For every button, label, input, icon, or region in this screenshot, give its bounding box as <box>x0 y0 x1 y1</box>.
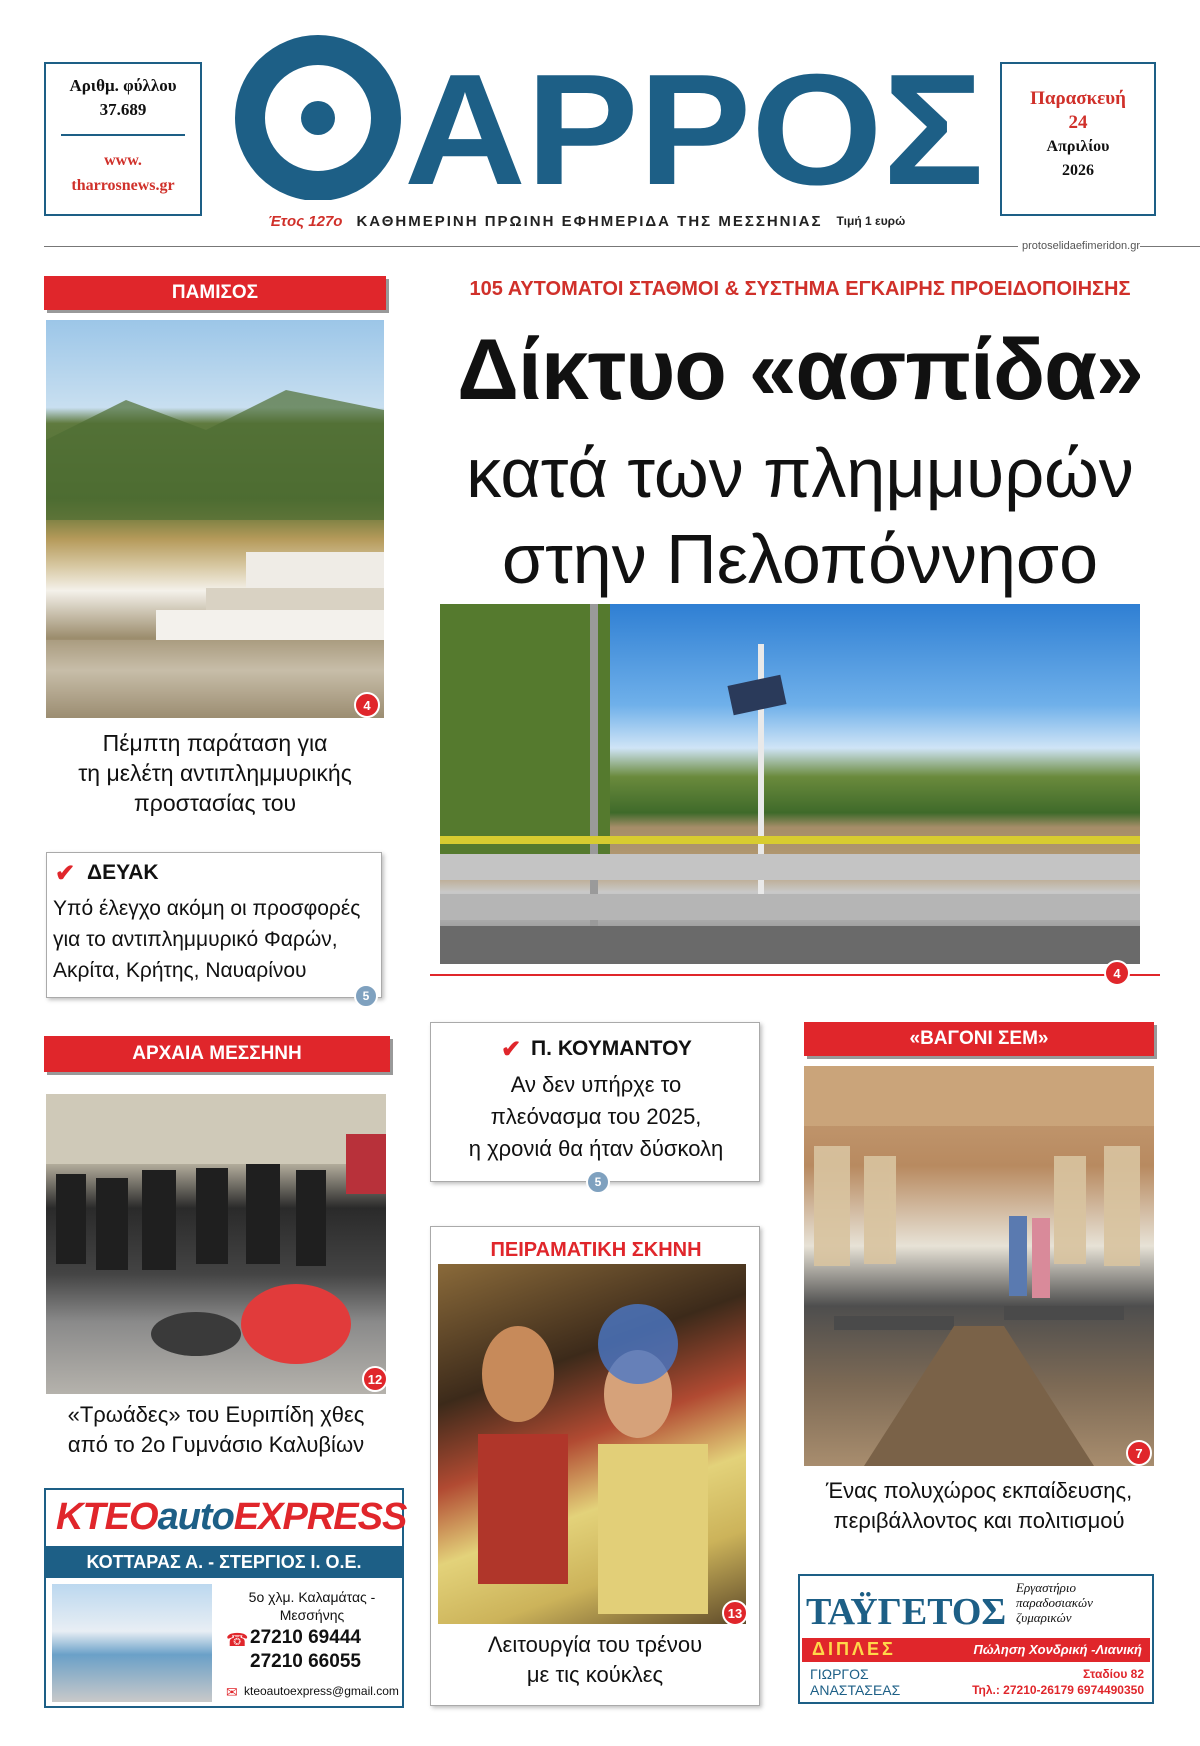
wagon-interior-photo[interactable] <box>804 1066 1154 1466</box>
page-badge[interactable]: 12 <box>362 1366 388 1392</box>
ad-sales: Πώληση Χονδρική -Λιανική <box>973 1642 1142 1657</box>
tagline: ΚΑΘΗΜΕΡΙΝΗ ΠΡΩΙΝΗ ΕΦΗΜΕΡΙΔΑ ΤΗΣ ΜΕΣΣΗΝΙΑΣ <box>356 212 823 230</box>
messini-caption[interactable] <box>40 1400 392 1460</box>
date-number: 24 <box>1068 112 1088 133</box>
note-line: Υπό έλεγχο ακόμη οι προσφορές <box>53 897 361 920</box>
puppets-photo[interactable] <box>438 1264 746 1624</box>
desc-line: Εργαστήριο <box>1016 1580 1076 1595</box>
date-month: Απριλίου <box>1046 138 1110 155</box>
caption-line: Πέμπτη παράταση για <box>102 730 328 756</box>
date-year: 2026 <box>1062 162 1094 179</box>
note-line: Ακρίτα, Κρήτης, Ναυαρίνου <box>53 959 307 982</box>
deyak-note[interactable] <box>46 852 382 998</box>
ad-brand: ΤΑΫΓΕΤΟΣ <box>806 1591 1007 1633</box>
caption-line: Λειτουργία του τρένου <box>487 1632 703 1657</box>
caption-line: προστασίας του <box>133 790 297 816</box>
lead-kicker: 105 ΑΥΤΟΜΑΤΟΙ ΣΤΑΘΜΟΙ & ΣΥΣΤΗΜΑ ΕΓΚΑΙΡΗΣ ΠΡΟΕΙΔΟΠΟΙΗΣΗΣ <box>469 278 1131 300</box>
brand-part: KTEO <box>56 1496 158 1538</box>
page-badge[interactable]: 13 <box>722 1600 748 1626</box>
brand-part: auto <box>157 1496 234 1538</box>
subheadline-line: στην Πελοπόννησο <box>501 520 1099 598</box>
issue-label: Αριθμ. φύλλου <box>69 76 177 95</box>
river-station-photo[interactable] <box>440 604 1140 964</box>
note-title: ΔΕΥΑΚ <box>87 861 159 884</box>
phone-icon: ☎ <box>226 1630 249 1650</box>
note-line: πλεόνασμα του 2025, <box>490 1104 702 1129</box>
address-line: 5ο χλμ. Καλαμάτας - <box>248 1589 376 1605</box>
email-icon: ✉ <box>226 1684 238 1700</box>
caption-line: «Τρωάδες» του Ευριπίδη χθες <box>67 1402 365 1427</box>
theatre-performance-photo[interactable] <box>46 1094 386 1394</box>
ad-phones <box>250 1626 361 1674</box>
ad-product: ΔΙΠΛΕΣ <box>812 1639 896 1659</box>
koumantou-note[interactable] <box>430 1022 760 1182</box>
page-badge[interactable]: 4 <box>1104 960 1130 986</box>
note-title: Π. ΚΟΥΜΑΝΤΟΥ <box>531 1037 692 1060</box>
ad-taygetos[interactable] <box>798 1574 1154 1704</box>
ad-brand <box>56 1496 407 1539</box>
phone-number[interactable]: 27210 69444 <box>250 1627 361 1648</box>
ad-address <box>224 1588 400 1624</box>
address-line: Μεσσήνης <box>279 1607 345 1623</box>
watermark: protoselidaefimeridon.gr <box>1018 240 1140 252</box>
checkmark-icon: ✔ <box>55 860 76 887</box>
page-badge[interactable]: 5 <box>354 984 378 1008</box>
ad-description <box>1016 1580 1093 1625</box>
section-bar-messini: ΑΡΧΑΙΑ ΜΕΣΣΗΝΗ <box>44 1036 390 1072</box>
logo-text: ΑΡΡΟΣ <box>404 42 984 200</box>
pamisos-caption[interactable] <box>44 728 386 818</box>
publication-year: Έτος 127ο <box>268 212 343 230</box>
date-day: Παρασκευή <box>1030 88 1126 109</box>
owner-line: ΑΝΑΣΤΑΣΕΑΣ <box>810 1682 901 1698</box>
date-box <box>1000 62 1156 216</box>
desc-line: ζυμαρικών <box>1016 1610 1072 1625</box>
note-line: για το αντιπλημμυρικό Φαρών, <box>53 928 338 951</box>
ad-contact <box>972 1666 1144 1698</box>
caption-line: από το 2ο Γυμνάσιο Καλυβίων <box>67 1432 365 1457</box>
note-line: Αν δεν υπήρχε το <box>510 1072 682 1097</box>
section-bar-wagon: «ΒΑΓΟΝΙ ΣΕΜ» <box>804 1022 1154 1056</box>
caption-line: με τις κούκλες <box>526 1662 664 1687</box>
divider <box>61 134 185 136</box>
owner-line: ΓΙΩΡΓΟΣ <box>810 1666 869 1682</box>
ad-red-band <box>802 1638 1150 1662</box>
caption-line: τη μελέτη αντιπλημμυρικής <box>78 760 352 786</box>
divider <box>430 974 1160 976</box>
price: Τιμή 1 ευρώ <box>836 214 906 228</box>
issue-info-box <box>44 62 202 216</box>
caption-line: Ένας πολυχώρος εκπαίδευσης, <box>825 1478 1133 1503</box>
website-link-line2[interactable]: tharrosnews.gr <box>71 177 175 194</box>
ad-owner <box>810 1666 900 1698</box>
page-badge[interactable]: 5 <box>586 1170 610 1194</box>
ad-address: Σταδίου 82 <box>1082 1667 1144 1681</box>
website-link-line1[interactable]: www. <box>104 152 142 169</box>
wagon-caption[interactable] <box>804 1476 1154 1536</box>
tagline-row <box>268 210 968 232</box>
theatre-caption[interactable] <box>430 1630 760 1690</box>
issue-number: 37.689 <box>99 100 147 119</box>
page-badge[interactable]: 7 <box>1126 1440 1152 1466</box>
caption-line: περιβάλλοντος και πολιτισμού <box>833 1508 1125 1533</box>
ad-company: ΚΟΤΤΑΡΑΣ Α. - ΣΤΕΡΓΙΟΣ Ι. Ο.Ε. <box>46 1546 402 1578</box>
kteo-building-image <box>52 1584 212 1702</box>
ad-phones[interactable]: Τηλ.: 27210-26179 6974490350 <box>972 1683 1144 1697</box>
newspaper-logo <box>232 20 992 200</box>
section-title-theatre: ΠΕΙΡΑΜΑΤΙΚΗ ΣΚΗΝΗ <box>490 1239 702 1261</box>
note-line: η χρονιά θα ήταν δύσκολη <box>468 1136 724 1161</box>
checkmark-icon: ✔ <box>501 1036 522 1063</box>
ad-kteo[interactable] <box>44 1488 407 1708</box>
waterfall-photo[interactable] <box>46 320 384 718</box>
lead-subheadline[interactable] <box>430 430 1170 602</box>
phone-number[interactable]: 27210 66055 <box>250 1651 361 1672</box>
ad-email[interactable]: kteoautoexpress@gmail.com <box>244 1684 399 1698</box>
subheadline-line: κατά των πλημμυρών <box>466 434 1134 512</box>
brand-part: EXPRESS <box>233 1496 407 1538</box>
section-bar-pamisos: ΠΑΜΙΣΟΣ <box>44 276 386 310</box>
page-badge[interactable]: 4 <box>354 692 380 718</box>
lead-headline[interactable]: Δίκτυο «ασπίδα» <box>457 322 1143 418</box>
desc-line: παραδοσιακών <box>1016 1595 1093 1610</box>
